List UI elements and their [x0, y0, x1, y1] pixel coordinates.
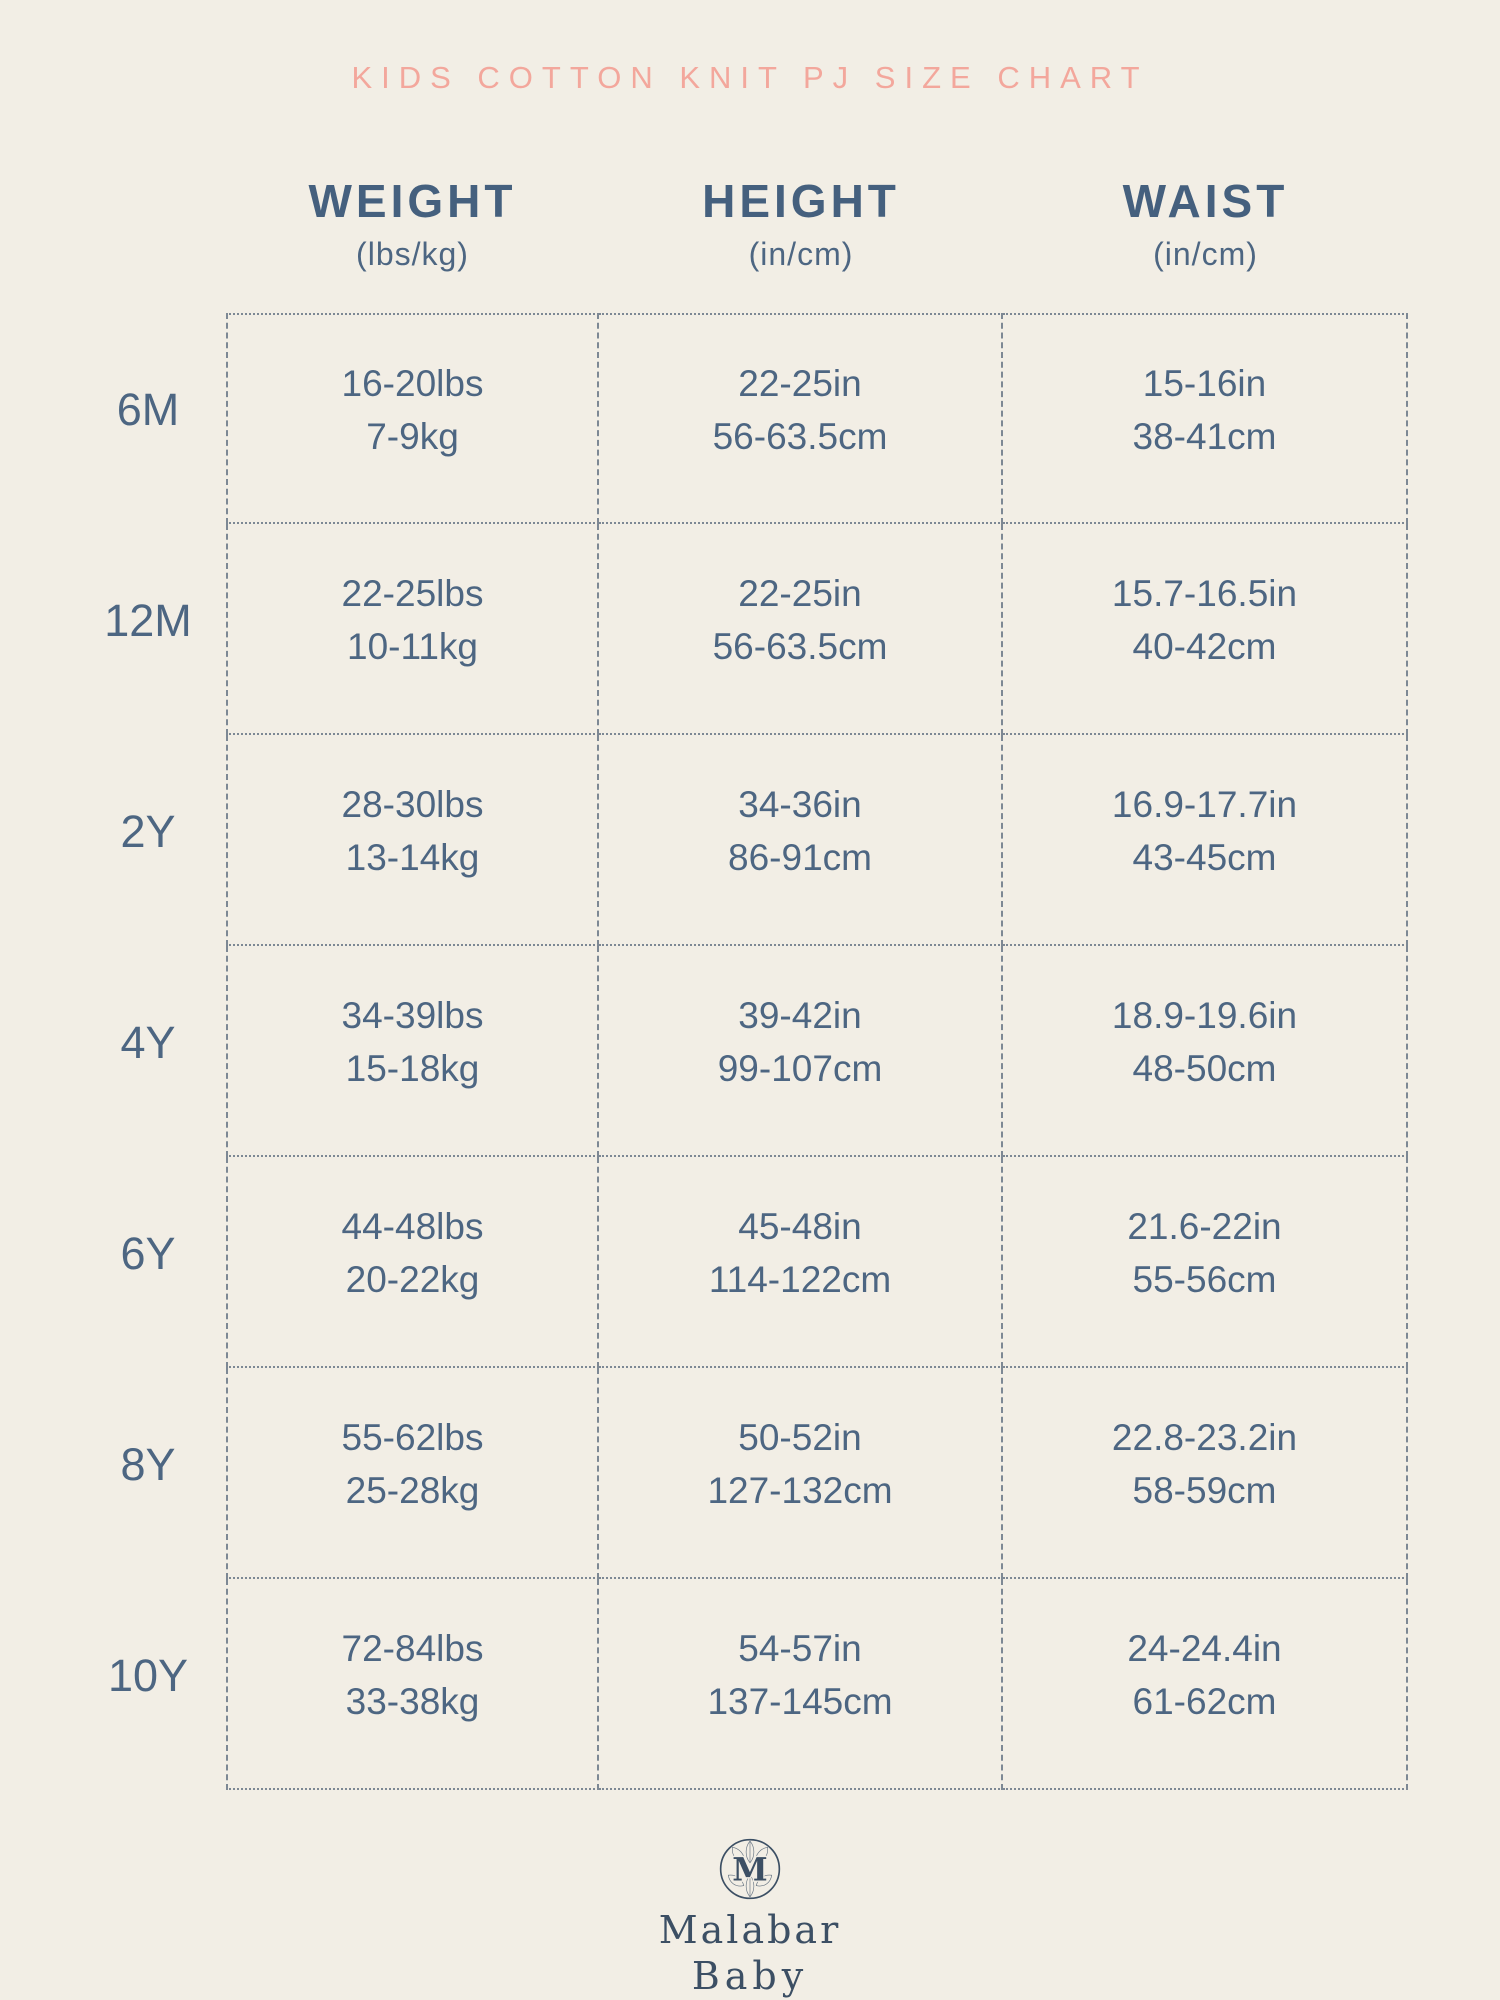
- cell-line: 24-24.4in: [1127, 1627, 1282, 1669]
- cell-line: 127-132cm: [707, 1469, 893, 1511]
- weight-cell: [226, 946, 599, 1157]
- cell-line: 50-52in: [738, 1416, 862, 1458]
- cell-line: 15-18kg: [345, 1047, 480, 1089]
- height-header-label: HEIGHT: [702, 175, 900, 227]
- cell-line: 20-22kg: [345, 1258, 480, 1300]
- cell-line: 22-25in: [738, 572, 862, 614]
- cell-line: 28-30lbs: [341, 783, 484, 825]
- waist-header-unit: (in/cm): [1153, 236, 1258, 272]
- cell-line: 45-48in: [738, 1205, 862, 1247]
- cell-line: 56-63.5cm: [712, 625, 888, 667]
- brand-footer: [0, 1838, 1500, 1998]
- waist-cell: [1003, 946, 1408, 1157]
- cell-line: 34-39lbs: [341, 994, 484, 1036]
- table-row-10y: [0, 1579, 1500, 1790]
- weight-cell: [226, 524, 599, 735]
- cell-line: 48-50cm: [1132, 1047, 1277, 1089]
- height-cell: [599, 735, 1003, 946]
- size-label: 12M: [104, 594, 192, 646]
- weight-cell: [226, 735, 599, 946]
- weight-cell: [226, 1579, 599, 1790]
- table-row-6y: [0, 1157, 1500, 1368]
- table-row-8y: [0, 1368, 1500, 1579]
- column-header-weight: [226, 174, 599, 273]
- cell-line: 43-45cm: [1132, 836, 1277, 878]
- height-cell: [599, 1368, 1003, 1579]
- column-header-height: [599, 174, 1003, 273]
- cell-line: 15.7-16.5in: [1111, 572, 1298, 614]
- height-cell: [599, 524, 1003, 735]
- waist-cell: [1003, 1368, 1408, 1579]
- cell-line: 34-36in: [738, 783, 862, 825]
- cell-line: 22-25in: [738, 362, 862, 404]
- weight-cell: [226, 313, 599, 524]
- brand-wordmark: [659, 1900, 842, 1998]
- size-label: 10Y: [107, 1649, 189, 1701]
- cell-line: 16-20lbs: [341, 362, 484, 404]
- cell-line: 39-42in: [738, 994, 862, 1036]
- size-label: 4Y: [120, 1016, 176, 1068]
- malabar-baby-logo-icon: [719, 1838, 781, 1900]
- cell-line: 10-11kg: [347, 625, 478, 667]
- waist-cell: [1003, 313, 1408, 524]
- waist-cell: [1003, 735, 1408, 946]
- cell-line: 99-107cm: [717, 1047, 883, 1089]
- size-label: 2Y: [120, 805, 176, 857]
- cell-line: 40-42cm: [1132, 625, 1277, 667]
- size-label: 8Y: [120, 1438, 176, 1490]
- cell-line: 22-25lbs: [341, 572, 484, 614]
- cell-line: 55-62lbs: [341, 1416, 484, 1458]
- column-header-waist: [1003, 174, 1408, 273]
- cell-line: 114-122cm: [708, 1258, 892, 1300]
- logo-monogram: M: [732, 1850, 768, 1889]
- cell-line: 18.9-19.6in: [1111, 994, 1298, 1036]
- table-row-12m: [0, 524, 1500, 735]
- waist-header-label: WAIST: [1122, 175, 1289, 227]
- cell-line: 33-38kg: [345, 1680, 480, 1722]
- waist-cell: [1003, 1579, 1408, 1790]
- column-header-row: [0, 174, 1500, 273]
- size-label: 6M: [116, 383, 180, 435]
- height-cell: [599, 1157, 1003, 1368]
- waist-cell: [1003, 1157, 1408, 1368]
- height-header-unit: (in/cm): [748, 236, 854, 272]
- weight-header-label: WEIGHT: [308, 175, 517, 227]
- cell-line: 13-14kg: [345, 836, 480, 878]
- cell-line: 55-56cm: [1132, 1258, 1277, 1300]
- cell-line: 61-62cm: [1132, 1680, 1277, 1722]
- cell-line: 7-9kg: [366, 415, 459, 457]
- cell-line: 16.9-17.7in: [1111, 783, 1298, 825]
- cell-line: 15-16in: [1142, 362, 1267, 404]
- cell-line: 137-145cm: [707, 1680, 893, 1722]
- size-label: 6Y: [120, 1227, 176, 1279]
- size-table: [0, 313, 1500, 1790]
- cell-line: 44-48lbs: [341, 1205, 484, 1247]
- weight-cell: [226, 1157, 599, 1368]
- cell-line: 72-84lbs: [341, 1627, 484, 1669]
- table-row-6m: [0, 313, 1500, 524]
- header-spacer: [0, 174, 226, 273]
- height-cell: [599, 946, 1003, 1157]
- cell-line: 54-57in: [738, 1627, 862, 1669]
- cell-line: 22.8-23.2in: [1111, 1416, 1298, 1458]
- weight-cell: [226, 1368, 599, 1579]
- table-row-4y: [0, 946, 1500, 1157]
- cell-line: 56-63.5cm: [712, 415, 888, 457]
- brand-name-line1: Malabar: [658, 1908, 842, 1952]
- weight-header-unit: (lbs/kg): [356, 236, 469, 272]
- cell-line: 86-91cm: [728, 836, 872, 878]
- waist-cell: [1003, 524, 1408, 735]
- height-cell: [599, 313, 1003, 524]
- cell-line: 21.6-22in: [1127, 1205, 1282, 1247]
- cell-line: 38-41cm: [1132, 415, 1277, 457]
- height-cell: [599, 1579, 1003, 1790]
- page-title: KIDS COTTON KNIT PJ SIZE CHART: [351, 60, 1149, 95]
- brand-name-line2: Baby: [691, 1954, 809, 1998]
- cell-line: 25-28kg: [345, 1469, 480, 1511]
- cell-line: 58-59cm: [1132, 1469, 1277, 1511]
- table-row-2y: [0, 735, 1500, 946]
